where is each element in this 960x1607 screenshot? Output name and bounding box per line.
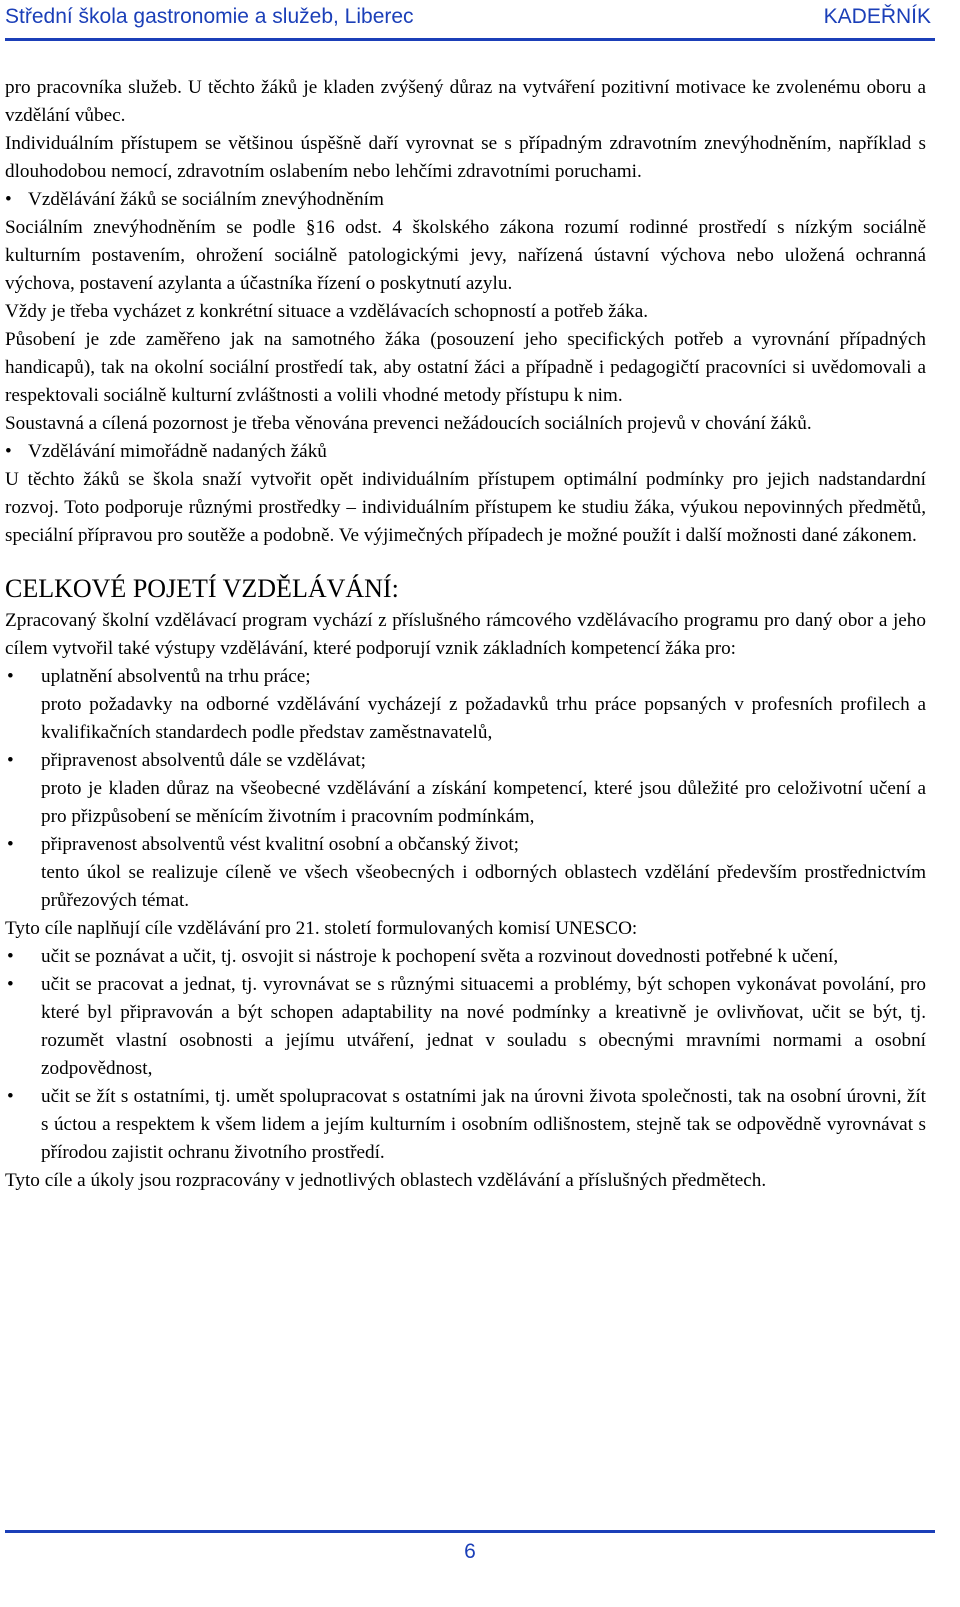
paragraph-closing: Tyto cíle a úkoly jsou rozpracovány v jednotlivých oblastech vzdělávání a příslušných předmětech. [5,1170,767,1191]
list-item-text: proto požadavky na odborné vzdělávání vycházejí z požadavků trhu práce popsaných v profesních profilech a kvalifikačních standardech podle představ zaměstnavatelů, [41,694,926,743]
list-item-title: připravenost absolventů vést kvalitní osobní a občanský život; [41,834,520,855]
bullet-gifted [5,438,926,466]
list-item-text: učit se žít s ostatními, tj. umět spolupracovat s ostatními jak na úrovni života společnosti, tak na osobní úrovni, žít s úctou a respektem k všem lidem a jejím kulturním i osobním odlišnostem, stejně tak se odpovědně vyrovnávat s přírodou zajistit ochranu životního prostředí. [41,1086,926,1163]
paragraph-gifted: U těchto žáků se škola snaží vytvořit opět individuálním přístupem optimální podmínky pro jejich nadstandardní rozvoj. Toto podporuje různými prostředky – individuálním přístupem ke studiu žáka, výukou nepovinných předmětů, speciální přípravou pro soutěže a podobně. Ve výjimečných případech je možné použít i další možnosti dané zákonem. [5,469,926,546]
list-item-learn-to-know [5,943,926,971]
document-body [5,74,926,1195]
bullet-icon: • [5,441,12,462]
field-name: KADEŘNÍK [823,5,931,28]
bullet-social-disadvantage [5,186,926,214]
section-heading: CELKOVÉ POJETÍ VZDĚLÁVÁNÍ: [5,574,399,603]
list-item-title: připravenost absolventů dále se vzdělávat; [41,750,367,771]
list-item-text: proto je kladen důraz na všeobecné vzdělávání a získání kompetencí, které jsou důležité pro celoživotní učení a pro přizpůsobení se měnícím životním i pracovním podmínkám, [41,778,926,827]
list-item-learn-to-live [5,1083,926,1167]
bullet-icon: • [5,189,12,210]
list-item-text: učit se pracovat a jednat, tj. vyrovnávat se s různými situacemi a problémy, být schopen vykonávat povolání, pro které byl připravován a být schopen adaptability na nové podmínky a kreativně je ovlivňovat, učit se být, tj. rozumět vlastní osobnosti a jejímu utváření, jednat v souladu s obecnými mravními normami a osobní zodpovědnost, [41,974,926,1079]
list-item-text: učit se poznávat a učit, tj. osvojit si nástroje k pochopení světa a rozvinout dovednosti potřebné k učení, [41,946,839,967]
paragraph-prevention: Soustavná a cílená pozornost je třeba věnována prevenci nežádoucích sociálních projevů v chování žáků. [5,413,812,434]
paragraph-social-disadvantage: Sociálním znevýhodněním se podle §16 odst. 4 školského zákona rozumí rodinné prostředí s nízkým sociálně kulturním postavením, ohrožení sociálně patologickými jevy, nařízená ústavní výchova nebo uložená ochranná výchova, postavení azylanta a účastníka řízení o poskytnutí azylu. [5,217,926,294]
bullet-icon: • [7,750,14,771]
paragraph-unesco: Tyto cíle naplňují cíle vzdělávání pro 21. století formulovaných komisí UNESCO: [5,918,638,939]
paragraph-program: Zpracovaný školní vzdělávací program vychází z příslušného rámcového vzdělávacího programu pro daný obor a jeho cílem vytvořil také výstupy vzdělávání, které podporují vznik základních kompetencí žáka pro: [5,610,926,659]
bullet-icon: • [7,834,14,855]
bullet-icon: • [7,1086,14,1107]
page-number: 6 [464,1540,476,1563]
bullet-label: Vzdělávání mimořádně nadaných žáků [28,441,327,462]
bullet-label: Vzdělávání žáků se sociálním znevýhodněním [28,189,384,210]
page-header [5,0,935,41]
list-item-title: uplatnění absolventů na trhu práce; [41,666,311,687]
list-item-labor-market [5,663,926,747]
bullet-icon: • [7,666,14,687]
paragraph-action: Působení je zde zaměřeno jak na samotného žáka (posouzení jeho specifických potřeb a vyrovnání případných handicapů), tak na okolní sociální prostředí tak, aby ostatní žáci a případně i pedagogičtí pracovníci si uvědomovali a respektovali sociálně kulturní zvláštnosti a volili vhodné metody přístupu k nim. [5,329,926,406]
school-name: Střední škola gastronomie a služeb, Liberec [5,5,414,28]
list-item-further-education [5,747,926,831]
paragraph-motivation: pro pracovníka služeb. U těchto žáků je kladen zvýšený důraz na vytváření pozitivní motivace ke zvolenému oboru a vzdělání vůbec. [5,77,926,126]
bullet-icon: • [7,974,14,995]
paragraph-situation: Vždy je třeba vycházet z konkrétní situace a vzdělávacích schopností a potřeb žáka. [5,301,649,322]
bullet-icon: • [7,946,14,967]
list-item-civic-life [5,831,926,915]
list-item-text: tento úkol se realizuje cíleně ve všech všeobecných i odborných oblastech vzdělání především prostřednictvím průřezových témat. [41,862,926,911]
footer-divider [5,1530,935,1533]
list-item-learn-to-do [5,971,926,1083]
paragraph-individual-approach: Individuálním přístupem se většinou úspěšně daří vyrovnat se s případným zdravotním znevýhodněním, například s dlouhodobou nemocí, zdravotním oslabením nebo lehčími zdravotními poruchami. [5,133,926,182]
